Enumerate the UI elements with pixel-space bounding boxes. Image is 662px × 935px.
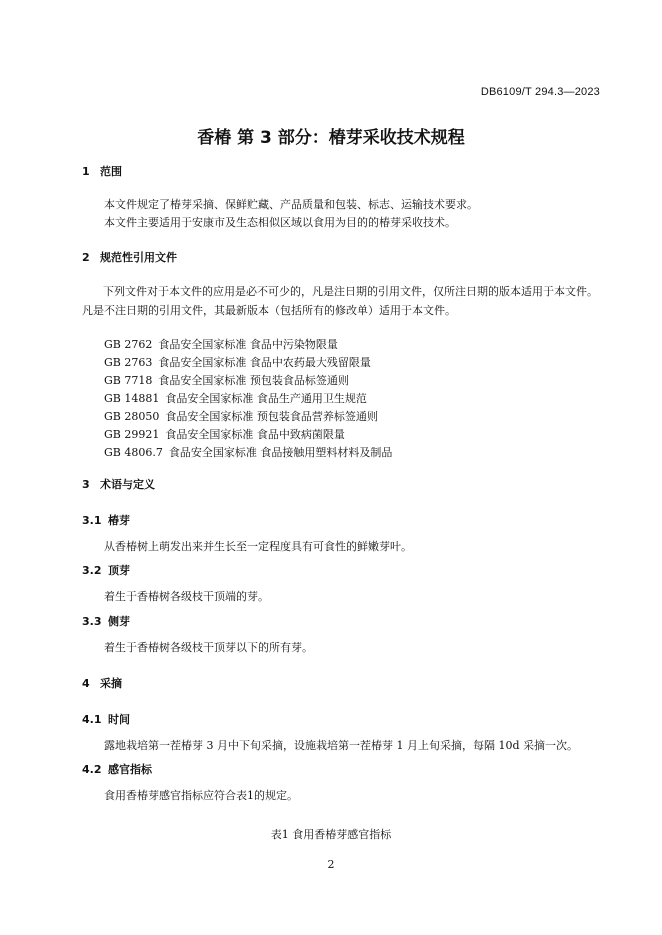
reference-title: 食品安全国家标准 食品接触用塑料材料及制品 <box>168 446 393 459</box>
section-number: 2 <box>82 251 90 264</box>
reference-title: 食品安全国家标准 预包装食品标签通则 <box>158 374 349 387</box>
reference-item <box>104 426 345 442</box>
section-title: 范围 <box>100 165 122 178</box>
term-definition: 着生于香椿树各级枝干顶端的芽。 <box>104 590 269 603</box>
term-definition: 着生于香椿树各级枝干顶芽以下的所有芽。 <box>104 641 313 654</box>
term-3-1-heading <box>82 512 130 528</box>
reference-title: 食品安全国家标准 预包装食品营养标签通则 <box>165 410 378 423</box>
section-title: 术语与定义 <box>100 478 155 491</box>
reference-code: GB 7718 <box>104 374 153 387</box>
reference-code: GB 4806.7 <box>104 446 163 459</box>
subsection-number: 4.1 <box>82 713 102 726</box>
subsection-number: 4.2 <box>82 763 102 776</box>
reference-title: 食品安全国家标准 食品生产通用卫生规范 <box>165 392 367 405</box>
term-title: 侧芽 <box>108 615 130 628</box>
term-number: 3.2 <box>82 564 102 577</box>
term-title: 顶芽 <box>108 564 130 577</box>
section-4-heading <box>82 675 122 691</box>
term-number: 3.1 <box>82 514 102 527</box>
section-number: 1 <box>82 165 90 178</box>
normative-references-paragraph: 下列文件对于本文件的应用是必不可少的，凡是注日期的引用文件，仅所注日期的版本适用于本文件。凡是不注日期的引用文件，其最新版本（包括所有的修改单）适用于本文件。 <box>82 285 598 317</box>
scope-paragraph-1: 本文件规定了椿芽采摘、保鲜贮藏、产品质量和包装、标志、运输技术要求。 <box>104 198 478 211</box>
document-number: DB6109/T 294.3—2023 <box>480 86 600 98</box>
term-number: 3.3 <box>82 615 102 628</box>
section-3-heading <box>82 476 155 492</box>
section-title: 规范性引用文件 <box>100 251 177 264</box>
reference-item <box>104 354 371 370</box>
sensory-index-text: 食用香椿芽感官指标应符合表1的规定。 <box>104 789 298 802</box>
section-number: 3 <box>82 478 90 491</box>
reference-title: 食品安全国家标准 食品中污染物限量 <box>158 338 338 351</box>
reference-item <box>104 408 378 424</box>
reference-code: GB 28050 <box>104 410 160 423</box>
reference-item <box>104 390 367 406</box>
table-caption: 表1 食用香椿芽感官指标 <box>270 828 392 841</box>
subsection-title: 时间 <box>108 713 130 726</box>
reference-item <box>104 336 338 352</box>
reference-item <box>104 372 349 388</box>
reference-title: 食品安全国家标准 食品中致病菌限量 <box>165 428 345 441</box>
subsection-4-1-heading <box>82 711 130 727</box>
subsection-4-2-heading <box>82 761 152 777</box>
term-definition: 从香椿树上萌发出来并生长至一定程度具有可食性的鲜嫩芽叶。 <box>104 540 412 553</box>
reference-title: 食品安全国家标准 食品中农药最大残留限量 <box>158 356 371 369</box>
section-2-heading <box>82 249 177 265</box>
reference-code: GB 2762 <box>104 338 153 351</box>
term-3-2-heading <box>82 562 130 578</box>
term-title: 椿芽 <box>108 514 130 527</box>
page-number: 2 <box>327 858 335 871</box>
section-number: 4 <box>82 677 90 690</box>
reference-item <box>104 444 392 460</box>
section-1-heading <box>82 163 122 179</box>
reference-code: GB 2763 <box>104 356 153 369</box>
reference-code: GB 29921 <box>104 428 160 441</box>
reference-code: GB 14881 <box>104 392 160 405</box>
section-title: 采摘 <box>100 677 122 690</box>
subsection-title: 感官指标 <box>108 763 152 776</box>
term-3-3-heading <box>82 613 130 629</box>
harvest-time-text: 露地栽培第一茬椿芽 3 月中下旬采摘，设施栽培第一茬椿芽 1 月上旬采摘，每隔 10d 采摘一次。 <box>104 739 579 752</box>
scope-paragraph-2: 本文件主要适用于安康市及生态相似区域以食用为目的的椿芽采收技术。 <box>104 216 456 229</box>
document-title: 香椿 第 3 部分：椿芽采收技术规程 <box>197 128 465 148</box>
